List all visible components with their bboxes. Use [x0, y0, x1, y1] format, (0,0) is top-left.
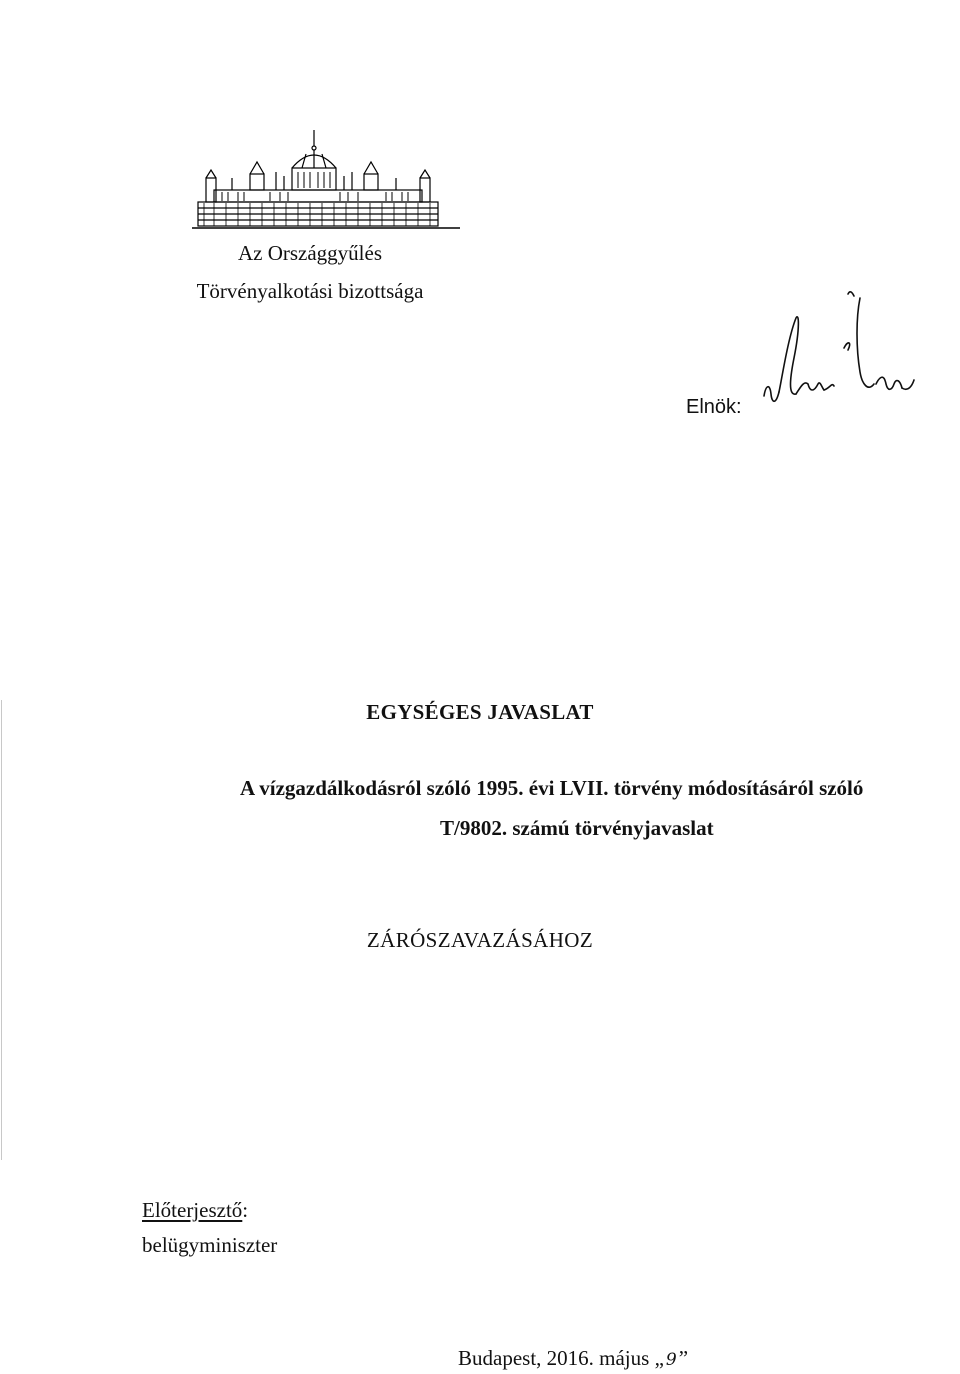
final-vote-heading: ZÁRÓSZAVAZÁSÁHOZ [366, 928, 594, 952]
handwritten-signature [752, 288, 952, 438]
presenter-label-text: Előterjesztő [142, 1198, 243, 1222]
handwritten-day: 9 [665, 1350, 677, 1370]
presenter-name: belügyminiszter [142, 1233, 278, 1257]
document-title: EGYSÉGES JAVASLAT [366, 700, 594, 724]
place-date [458, 1346, 688, 1371]
presenter-label [142, 1198, 248, 1223]
chair-label: Elnök: [686, 396, 742, 418]
committee-name: Törvényalkotási bizottsága [196, 279, 424, 303]
place-date-prefix: Budapest, 2016. május „ [458, 1346, 664, 1370]
closing-quote: ” [678, 1346, 689, 1370]
institution-name: Az Országgyűlés [237, 241, 383, 265]
presenter-label-colon: : [242, 1198, 249, 1222]
scan-edge-line [1, 700, 2, 1160]
subject-line-1: A vízgazdálkodásról szóló 1995. évi LVII. törvény módosításáról szóló [240, 776, 864, 800]
parliament-building-icon [192, 128, 460, 230]
subject-line-2: T/9802. számú törvényjavaslat [440, 816, 714, 840]
